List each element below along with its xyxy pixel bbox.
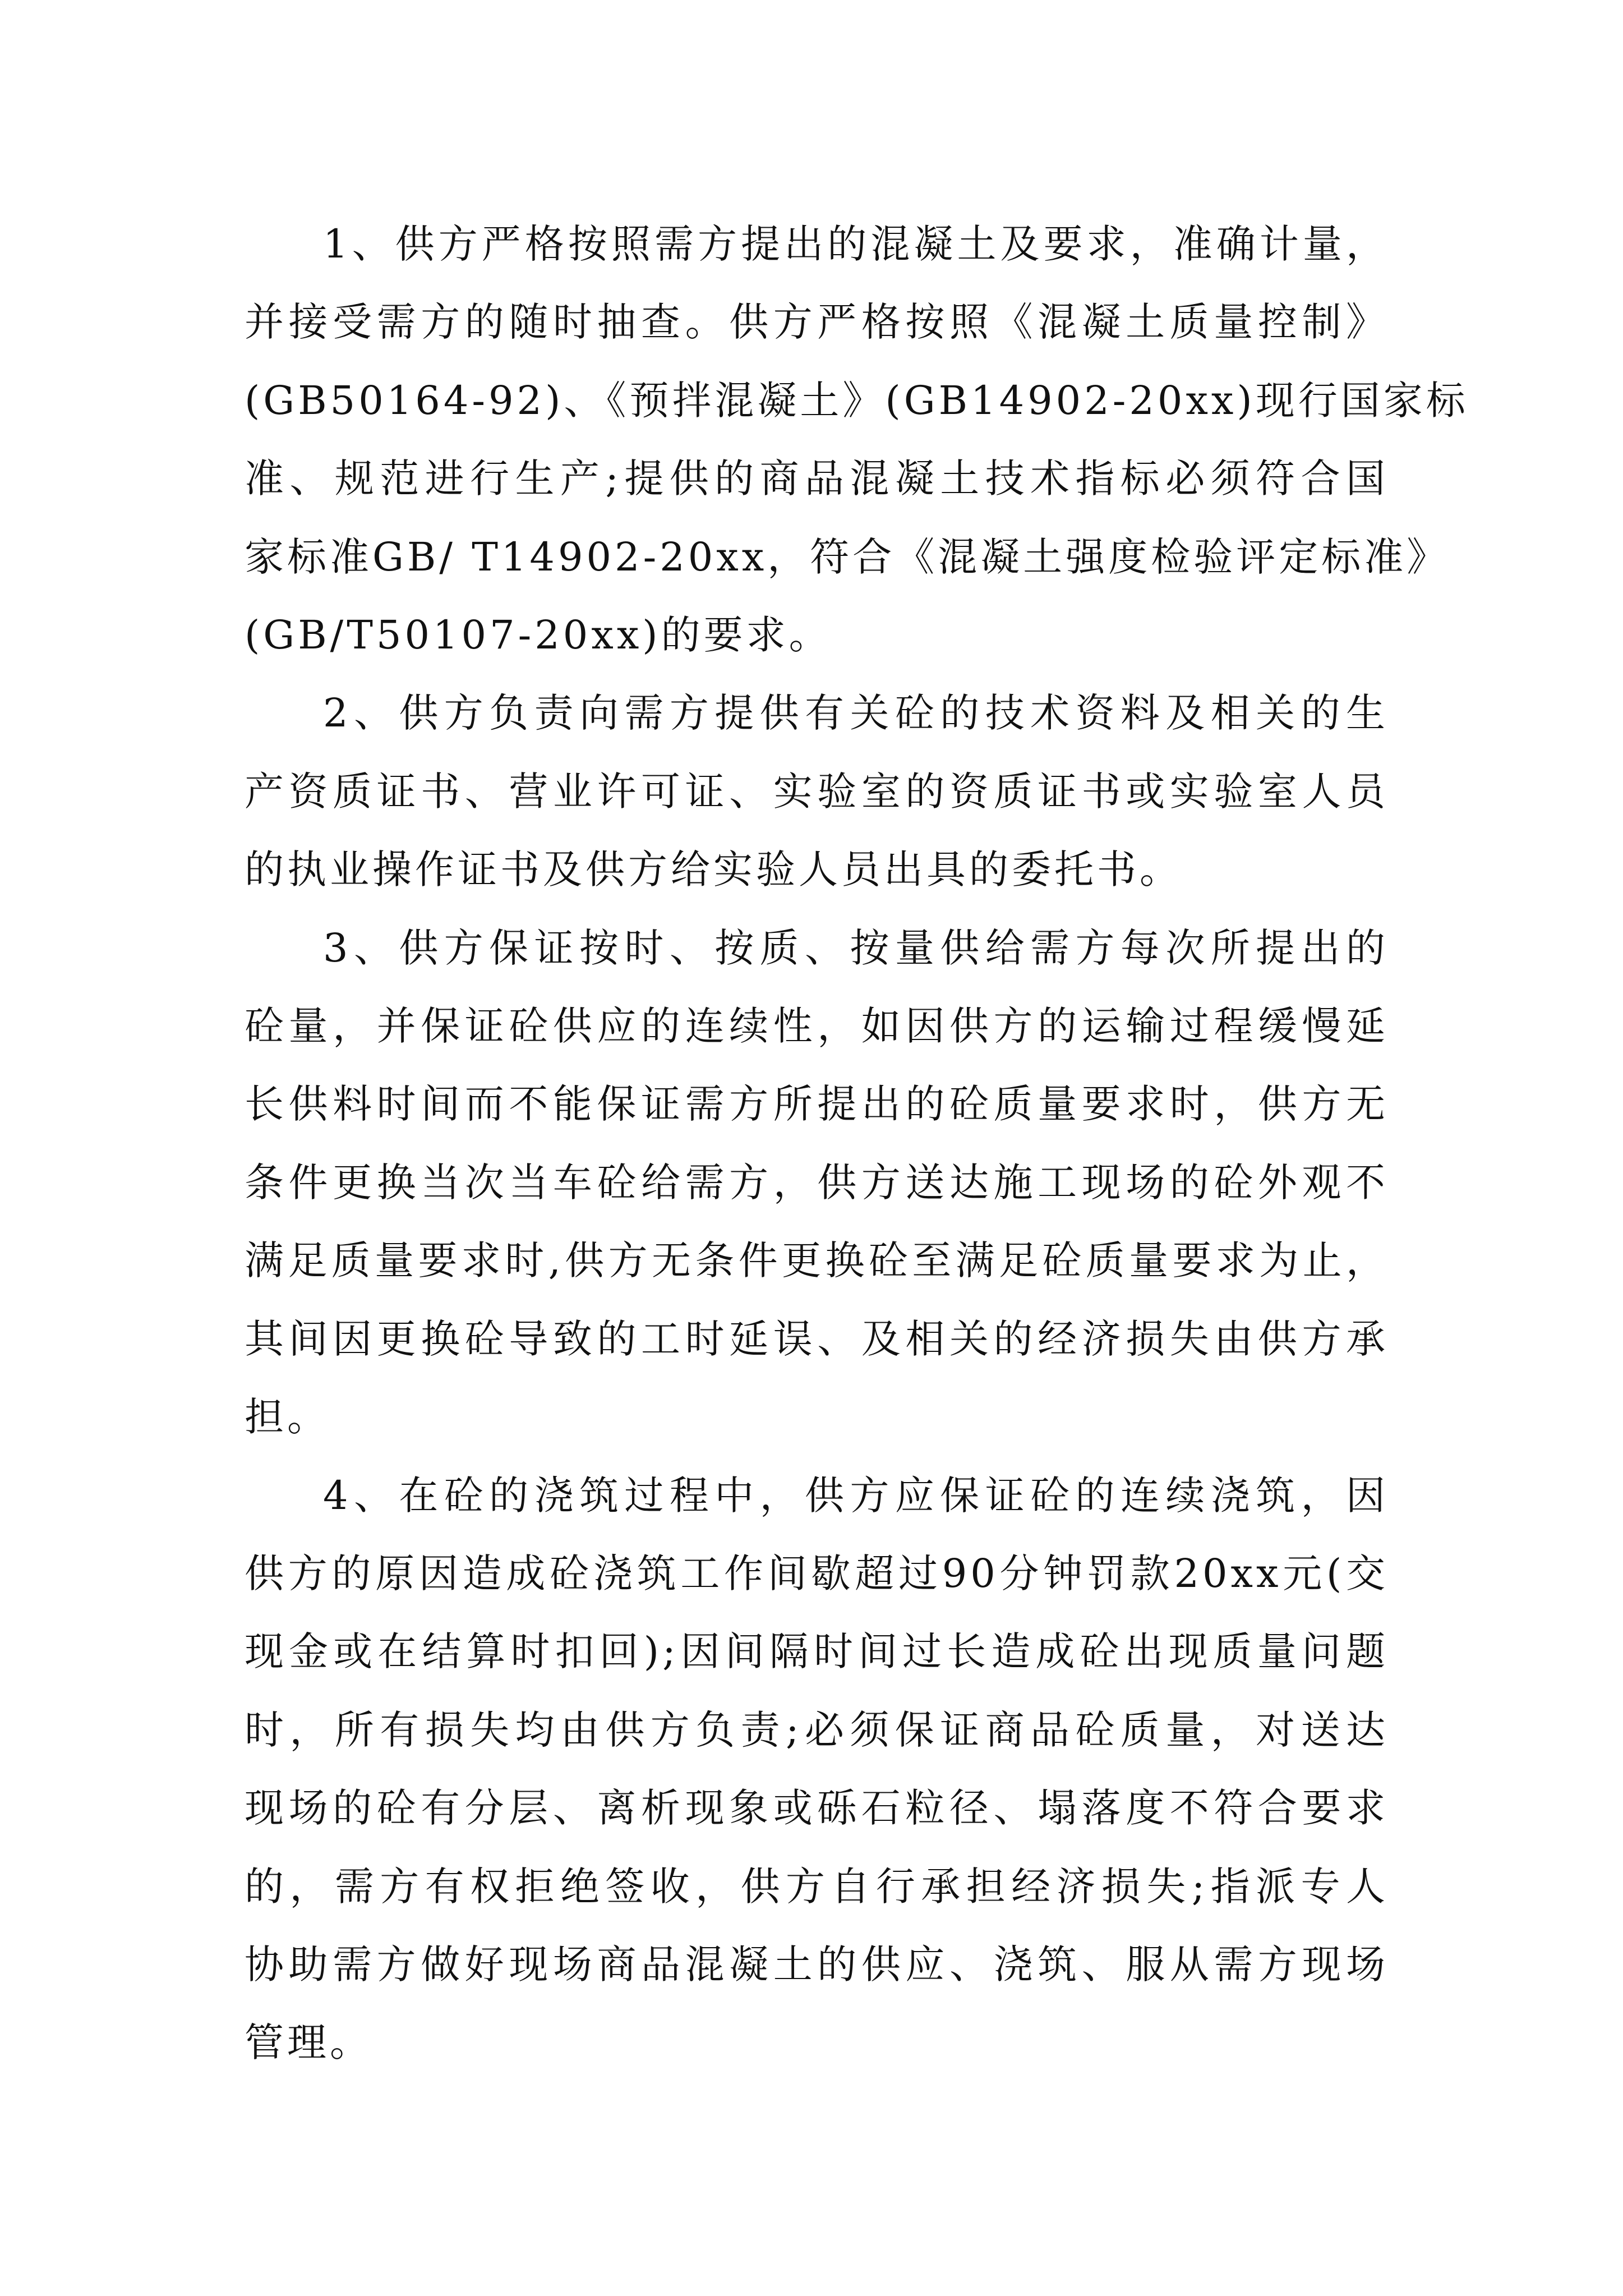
- text-line: 并接受需方的随时抽查。供方严格按照《混凝土质量控制》: [245, 299, 1389, 346]
- paragraph-4: [245, 1457, 1389, 2082]
- text-line: 1、供方严格按照需方提出的混凝土及要求，准确计量，: [323, 221, 1389, 267]
- text-line: 4、在砼的浇筑过程中，供方应保证砼的连续浇筑，因: [323, 1472, 1389, 1519]
- text-line: 的，需方有权拒绝签收，供方自行承担经济损失;指派专人: [245, 1863, 1389, 1910]
- text-line: 协助需方做好现场商品混凝土的供应、浇筑、服从需方现场: [245, 1941, 1389, 1987]
- text-line: 的执业操作证书及供方给实验人员出具的委托书。: [245, 846, 1182, 893]
- document-body: [245, 205, 1469, 2082]
- text-line: 准、规范进行生产;提供的商品混凝土技术指标必须符合国: [245, 455, 1389, 502]
- text-line: 担。: [245, 1394, 330, 1441]
- text-line: 现场的砼有分层、离析现象或砾石粒径、塌落度不符合要求: [245, 1785, 1389, 1832]
- text-line: (GB/T50107-20xx)的要求。: [245, 612, 832, 659]
- paragraph-3: [245, 909, 1389, 1457]
- paragraph-2: [245, 674, 1389, 909]
- text-line: 条件更换当次当车砼给需方，供方送达施工现场的砼外观不: [245, 1159, 1389, 1205]
- text-line: 3、供方保证按时、按质、按量供给需方每次所提出的: [323, 924, 1389, 971]
- text-line: 时，所有损失均由供方负责;必须保证商品砼质量，对送达: [245, 1706, 1389, 1753]
- text-line: (GB50164-92)、《预拌混凝土》(GB14902-20xx)现行国家标: [245, 377, 1469, 424]
- text-line: 满足质量要求时,供方无条件更换砼至满足砼质量要求为止，: [245, 1237, 1389, 1284]
- text-line: 管理。: [245, 2019, 372, 2066]
- text-line: 产资质证书、营业许可证、实验室的资质证书或实验室人员: [245, 768, 1389, 815]
- text-line: 供方的原因造成砼浇筑工作间歇超过90分钟罚款20xx元(交: [245, 1550, 1389, 1596]
- paragraph-1: [245, 205, 1469, 674]
- text-line: 其间因更换砼导致的工时延误、及相关的经济损失由供方承: [245, 1315, 1389, 1362]
- text-line: 砼量，并保证砼供应的连续性，如因供方的运输过程缓慢延: [245, 1003, 1389, 1050]
- text-line: 2、供方负责向需方提供有关砼的技术资料及相关的生: [323, 690, 1389, 737]
- text-line: 长供料时间而不能保证需方所提出的砼质量要求时，供方无: [245, 1081, 1389, 1128]
- text-line: 现金或在结算时扣回);因间隔时间过长造成砼出现质量问题: [245, 1628, 1389, 1675]
- text-line: 家标准GB/ T14902-20xx，符合《混凝土强度检验评定标准》: [245, 533, 1450, 580]
